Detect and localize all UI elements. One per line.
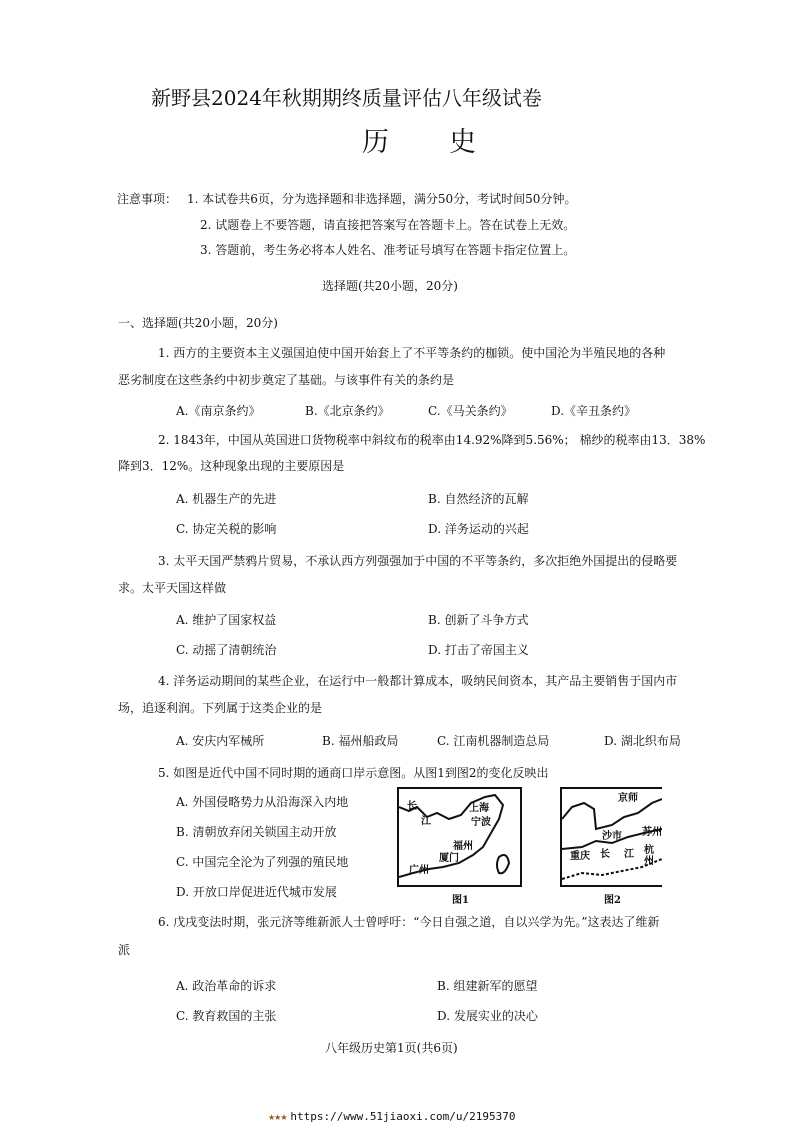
option: B.《北京条约》 bbox=[305, 404, 390, 418]
map-label: 长 bbox=[600, 849, 610, 860]
question-text: 1. 西方的主要资本主义强国迫使中国开始套上了不平等条约的枷锁。使中国沦为半殖民地的各种 bbox=[158, 346, 666, 360]
figure-caption: 图1 bbox=[452, 895, 469, 906]
option: C.《马关条约》 bbox=[428, 404, 513, 418]
map-label: 京师 bbox=[618, 793, 638, 804]
map-label: 沙市 bbox=[602, 831, 622, 842]
map-label: 江 bbox=[421, 816, 431, 827]
option: A. 外国侵略势力从沿海深入内地 bbox=[176, 795, 349, 809]
option: C. 教育救国的主张 bbox=[176, 1009, 277, 1023]
option: D. 发展实业的决心 bbox=[437, 1009, 538, 1023]
map-label: 苏州 bbox=[642, 827, 662, 838]
map-label: 厦门 bbox=[439, 853, 459, 864]
option: B. 福州船政局 bbox=[322, 734, 399, 748]
option: B. 创新了斗争方式 bbox=[428, 613, 529, 627]
figure-caption: 图2 bbox=[604, 895, 621, 906]
map-label: 江 bbox=[624, 849, 634, 860]
watermark-url[interactable]: https://www.51jiaoxi.com/u/2195370 bbox=[290, 1110, 516, 1123]
question-text: 3. 太平天国严禁鸦片贸易，不承认西方列强强加于中国的不平等条约，多次拒绝外国提出的侵略要 bbox=[158, 554, 678, 568]
note-item: 1. 本试卷共6页，分为选择题和非选择题，满分50分，考试时间50分钟。 bbox=[187, 192, 577, 206]
map-label: 上海 bbox=[469, 803, 489, 814]
option: A. 安庆内军械所 bbox=[176, 734, 265, 748]
map-label: 福州 bbox=[453, 841, 473, 852]
option: D. 打击了帝国主义 bbox=[428, 643, 529, 657]
note-item: 2. 试题卷上不要答题，请直接把答案写在答题卡上。答在试卷上无效。 bbox=[200, 218, 576, 232]
question-text: 恶劣制度在这些条约中初步奠定了基础。与该事件有关的条约是 bbox=[118, 373, 455, 387]
star-icon: ★★★ bbox=[268, 1113, 287, 1122]
option: A. 维护了国家权益 bbox=[176, 613, 277, 627]
question-text: 降到3．12%。这种现象出现的主要原因是 bbox=[118, 459, 345, 473]
map-label: 宁波 bbox=[471, 817, 491, 828]
option: C. 中国完全沦为了列强的殖民地 bbox=[176, 855, 349, 869]
part-heading: 一、选择题(共20小题，20分) bbox=[118, 316, 278, 330]
question-text: 4. 洋务运动期间的某些企业，在运行中一般都计算成本，吸纳民间资本，其产品主要销售于国内市 bbox=[158, 674, 678, 688]
question-text: 2. 1843年，中国从英国进口货物税率中斜纹布的税率由14.92%降到5.56%； 棉纱的税率由13．38% bbox=[158, 433, 706, 447]
option: D. 湖北织布局 bbox=[604, 734, 681, 748]
map-label: 杭州 bbox=[644, 845, 654, 867]
option: C. 江南机器制造总局 bbox=[437, 734, 550, 748]
exam-title: 新野县2024年秋期期终质量评估八年级试卷 bbox=[151, 86, 542, 110]
option: A. 机器生产的先进 bbox=[176, 492, 277, 506]
option: A. 政治革命的诉求 bbox=[176, 979, 277, 993]
question-text: 6. 戊戌变法时期，张元济等维新派人士曾呼吁：“今日自强之道，自以兴学为先。”这表达了维新 bbox=[158, 915, 660, 929]
question-text: 5. 如图是近代中国不同时期的通商口岸示意图。从图1到图2的变化反映出 bbox=[158, 766, 549, 780]
option: D.《辛丑条约》 bbox=[551, 404, 637, 418]
map-figure-1 bbox=[397, 787, 522, 887]
question-text: 派 bbox=[118, 943, 131, 957]
subject-title: 历史 bbox=[362, 127, 536, 158]
map-figure-2 bbox=[560, 787, 662, 887]
option: B. 清朝放弃闭关锁国主动开放 bbox=[176, 825, 337, 839]
option: C. 协定关税的影响 bbox=[176, 522, 277, 536]
map-label: 重庆 bbox=[570, 851, 590, 862]
option: B. 自然经济的瓦解 bbox=[428, 492, 529, 506]
note-item: 3. 答题前，考生务必将本人姓名、准考证号填写在答题卡指定位置上。 bbox=[200, 243, 576, 257]
map-label: 长 bbox=[407, 801, 417, 812]
map-label: 广州 bbox=[409, 865, 429, 876]
question-text: 求。太平天国这样做 bbox=[118, 581, 227, 595]
option: D. 洋务运动的兴起 bbox=[428, 522, 529, 536]
option: C. 动摇了清朝统治 bbox=[176, 643, 277, 657]
question-text: 场，追逐利润。下列属于这类企业的是 bbox=[118, 701, 323, 715]
page-footer: 八年级历史第1页(共6页) bbox=[325, 1041, 458, 1055]
option: D. 开放口岸促进近代城市发展 bbox=[176, 885, 337, 899]
option: A.《南京条约》 bbox=[176, 404, 261, 418]
notes-label: 注意事项： bbox=[117, 192, 178, 206]
section-title: 选择题(共20小题，20分) bbox=[322, 279, 458, 293]
option: B. 组建新军的愿望 bbox=[437, 979, 538, 993]
watermark bbox=[268, 1109, 516, 1124]
